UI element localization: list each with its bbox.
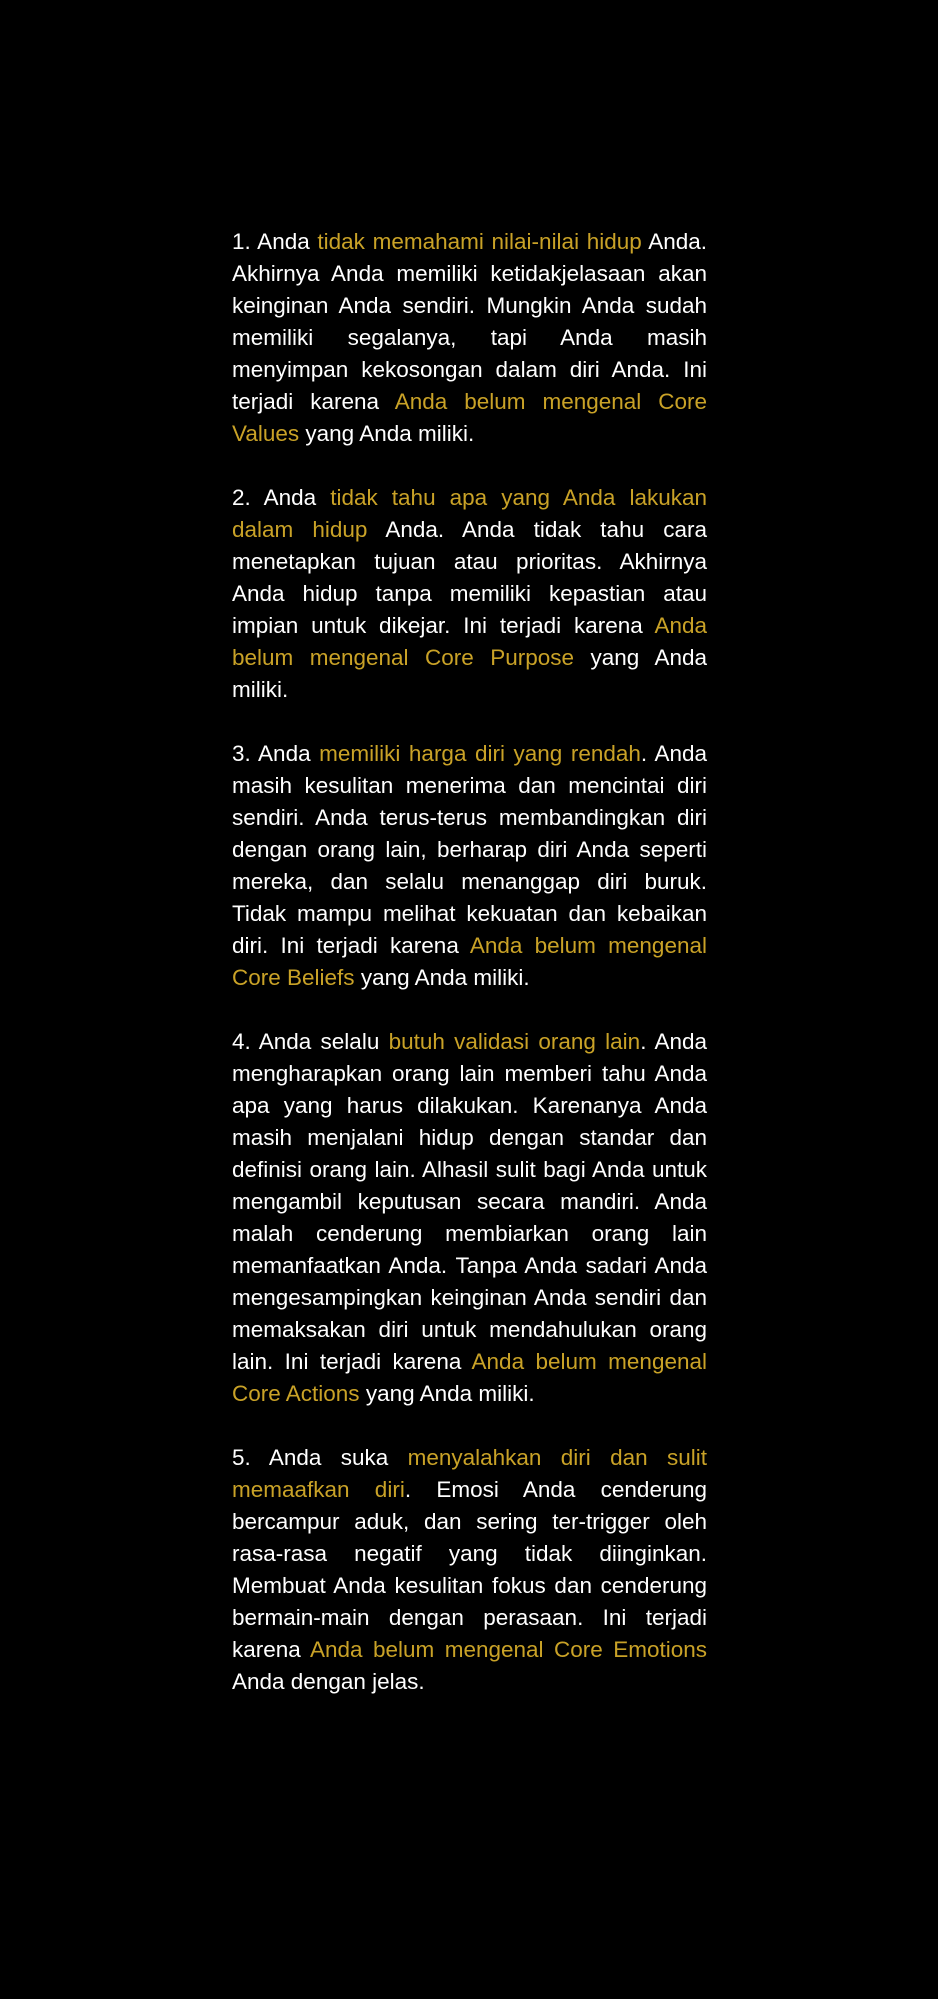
text-segment: yang Anda miliki. (354, 965, 530, 990)
text-segment: yang Anda miliki. (299, 421, 475, 446)
text-segment: . Anda masih kesulitan menerima dan mencintai diri sendiri. Anda terus-terus membandingkan diri dengan orang lain, berharap diri Anda seperti mereka, dan selalu menanggap diri buruk. Tidak mampu melihat kekuatan dan kebaikan diri. Ini terjadi karena (232, 741, 707, 958)
text-segment: 4. Anda selalu (232, 1029, 389, 1054)
highlighted-text: menyalahkan diri dan sulit memaafkan diri (232, 1445, 707, 1502)
text-segment: yang Anda miliki. (232, 645, 707, 702)
highlighted-text: Anda belum mengenal Core Values (232, 389, 707, 446)
text-segment: Anda dengan jelas. (232, 1669, 425, 1694)
text-segment: . Emosi Anda cenderung bercampur aduk, dan sering ter-trigger oleh rasa-rasa negatif yang tidak diinginkan. Membuat Anda kesulitan fokus dan cenderung bermain-main dengan perasaan. Ini terjadi karena (232, 1477, 707, 1662)
paragraph-core-purpose (232, 482, 707, 706)
highlighted-text: Anda belum mengenal Core Actions (232, 1349, 708, 1406)
paragraph-core-values (232, 226, 707, 450)
text-segment: 5. Anda suka (232, 1445, 408, 1470)
paragraph-core-actions (232, 1026, 707, 1410)
article-body (232, 226, 707, 1730)
text-segment: yang Anda miliki. (359, 1381, 535, 1406)
highlighted-text: butuh validasi orang lain (388, 1029, 641, 1054)
highlighted-text: Anda belum mengenal Core Beliefs (232, 933, 707, 990)
text-segment: Anda. Akhirnya Anda memiliki ketidakjelasaan akan keinginan Anda sendiri. Mungkin Anda sudah memiliki segalanya, tapi Anda masih menyimpan kekosongan dalam diri Anda. Ini terjadi karena (232, 229, 708, 414)
highlighted-text: tidak tahu apa yang Anda lakukan dalam hidup (232, 485, 708, 542)
paragraph-core-beliefs (232, 738, 707, 994)
text-segment: 3. Anda (232, 741, 320, 766)
highlighted-text: tidak memahami nilai-nilai hidup (317, 229, 642, 254)
highlighted-text: Anda belum mengenal Core Purpose (232, 613, 707, 670)
highlighted-text: memiliki harga diri yang rendah (319, 741, 641, 766)
paragraph-core-emotions (232, 1442, 707, 1698)
text-segment: 1. Anda (232, 229, 318, 254)
highlighted-text: Anda belum mengenal Core Emotions (310, 1637, 707, 1662)
text-segment: Anda. Anda tidak tahu cara menetapkan tujuan atau prioritas. Akhirnya Anda hidup tanpa memiliki kepastian atau impian untuk dikejar. Ini terjadi karena (232, 517, 707, 638)
text-segment: . Anda mengharapkan orang lain memberi tahu Anda apa yang harus dilakukan. Karenanya Anda masih menjalani hidup dengan standar dan definisi orang lain. Alhasil sulit bagi Anda untuk mengambil keputusan secara mandiri. Anda malah cenderung membiarkan orang lain memanfaatkan Anda. Tanpa Anda sadari Anda mengesampingkan keinginan Anda sendiri dan memaksakan diri untuk mendahulukan orang lain. Ini terjadi karena (232, 1029, 707, 1374)
text-segment: 2. Anda (232, 485, 331, 510)
